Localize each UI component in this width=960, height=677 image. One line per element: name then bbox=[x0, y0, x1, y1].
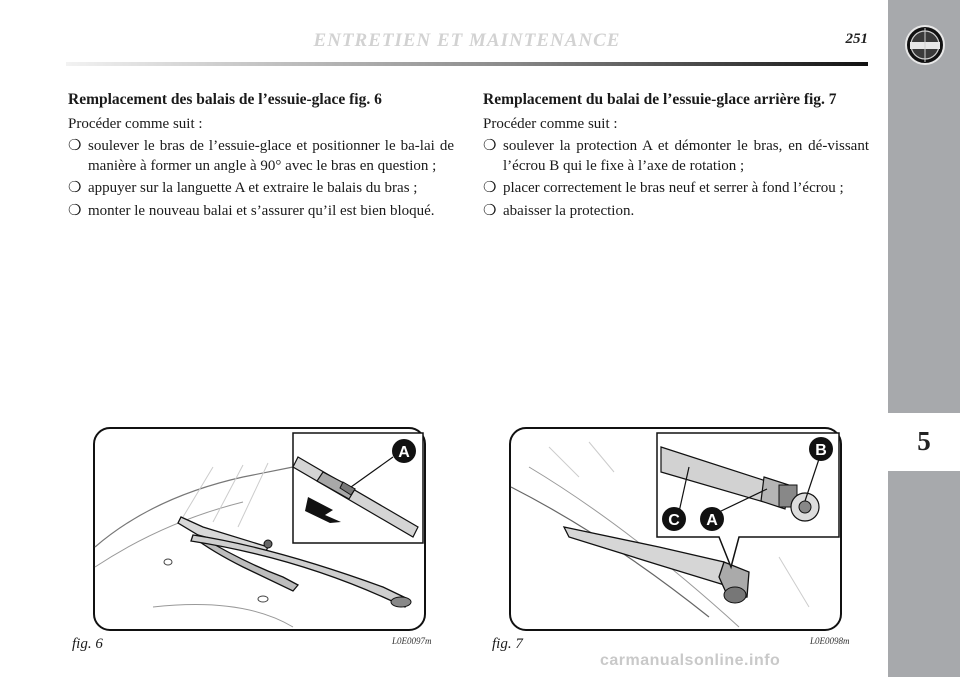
bullet-icon: ❍ bbox=[483, 138, 497, 154]
list-item: ❍ placer correctement le bras neuf et serrer à fond l’écrou ; bbox=[483, 179, 869, 199]
figure-7-caption: fig. 7 bbox=[492, 636, 523, 652]
watermark: carmanualsonline.info bbox=[600, 652, 781, 669]
chapter-tab[interactable] bbox=[888, 413, 960, 471]
bullet-icon: ❍ bbox=[68, 138, 82, 154]
right-step-list bbox=[483, 137, 869, 221]
bullet-icon: ❍ bbox=[483, 180, 497, 196]
figure-6-illustration bbox=[93, 427, 426, 631]
chapter-number: 5 bbox=[917, 426, 931, 456]
figure-7-illustration bbox=[509, 427, 842, 631]
page-header bbox=[66, 22, 868, 66]
callout-label-c: C bbox=[668, 512, 680, 529]
list-item: ❍ soulever la protection A et démonter le bras, en dé-vissant l’écrou B qui le fixe à l’axe de rotation ; bbox=[483, 138, 869, 174]
list-item: ❍ appuyer sur la languette A et extraire le balais du bras ; bbox=[68, 179, 454, 199]
page-number: 251 bbox=[845, 31, 868, 47]
figure-6-code: L0E0097m bbox=[392, 636, 432, 646]
chapter-title: ENTRETIEN ET MAINTENANCE bbox=[313, 30, 621, 51]
callout-label-b: B bbox=[815, 442, 827, 459]
right-section bbox=[483, 90, 869, 224]
left-section-title: Remplacement des balais de l’essuie-glace fig. 6 bbox=[68, 91, 382, 108]
bullet-icon: ❍ bbox=[68, 202, 82, 219]
figure-7-code: L0E0098m bbox=[810, 636, 850, 646]
bullet-icon: ❍ bbox=[483, 202, 497, 219]
list-item: ❍ soulever le bras de l’essuie-glace et positionner le ba-lai de manière à former un angle à 90° avec le bras en question ; bbox=[68, 138, 454, 174]
list-item: ❍ monter le nouveau balai et s’assurer qu’il est bien bloqué. bbox=[68, 202, 454, 222]
right-section-intro: Procéder comme suit : bbox=[483, 116, 618, 132]
lancia-logo bbox=[904, 24, 946, 66]
callout-label-a: A bbox=[706, 512, 718, 529]
figure-6-caption: fig. 6 bbox=[72, 636, 103, 652]
bullet-icon: ❍ bbox=[68, 180, 82, 196]
header-rule bbox=[66, 62, 868, 66]
side-tab bbox=[888, 0, 960, 677]
callout-label-a: A bbox=[398, 444, 410, 461]
list-item: ❍ abaisser la protection. bbox=[483, 202, 869, 222]
left-section bbox=[68, 90, 454, 224]
left-section-intro: Procéder comme suit : bbox=[68, 116, 203, 132]
right-section-title: Remplacement du balai de l’essuie-glace arrière fig. 7 bbox=[483, 91, 837, 108]
left-step-list bbox=[68, 137, 454, 221]
